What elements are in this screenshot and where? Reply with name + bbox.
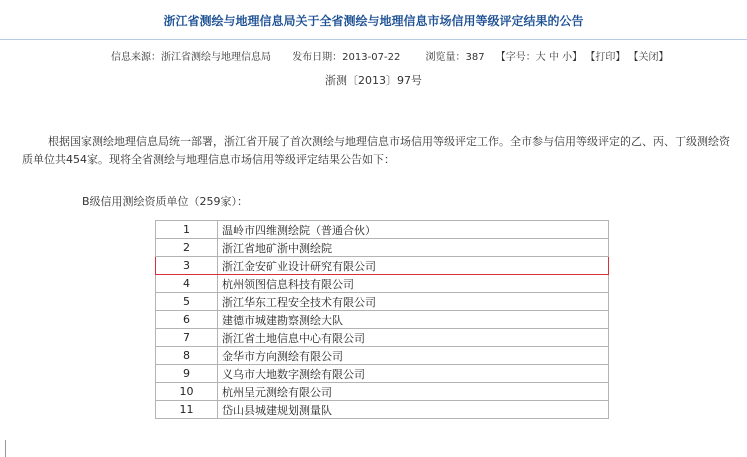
row-number: 2 <box>156 239 218 257</box>
unit-name: 建德市城建勘察测绘大队 <box>218 311 609 329</box>
meta-source: 信息来源：浙江省测绘与地理信息局 <box>111 52 271 63</box>
unit-name: 义乌市大地数字测绘有限公司 <box>218 365 609 383</box>
table-row <box>156 365 609 383</box>
row-number: 6 <box>156 311 218 329</box>
row-number: 8 <box>156 347 218 365</box>
row-number: 7 <box>156 329 218 347</box>
table-row <box>156 221 609 239</box>
unit-name: 浙江省土地信息中心有限公司 <box>218 329 609 347</box>
unit-name: 岱山县城建规划测量队 <box>218 401 609 419</box>
left-edge-line <box>5 440 6 457</box>
row-number: 1 <box>156 221 218 239</box>
font-size-control[interactable]: 【字号：大 中 小】 <box>495 52 583 63</box>
meta-bar <box>111 48 731 63</box>
row-number: 9 <box>156 365 218 383</box>
row-number: 10 <box>156 383 218 401</box>
table-row <box>156 401 609 419</box>
table-row <box>156 347 609 365</box>
close-link[interactable]: 【关闭】 <box>628 52 669 63</box>
row-number: 11 <box>156 401 218 419</box>
title-divider <box>0 39 747 40</box>
list-heading: B级信用测绘资质单位（259家）： <box>82 195 249 208</box>
table-row <box>156 239 609 257</box>
unit-name: 杭州领图信息科技有限公司 <box>218 275 609 293</box>
table-row <box>156 275 609 293</box>
body-paragraph: 根据国家测绘地理信息局统一部署，浙江省开展了首次测绘与地理信息市场信用等级评定工作。全市参与信用等级评定的乙、丙、丁级测绘资质单位共454家。现将全省测绘与地理信息市场信用等级评定结果公告如下： <box>22 135 730 166</box>
unit-name: 杭州呈元测绘有限公司 <box>218 383 609 401</box>
meta-date: 发布日期：2013-07-22 <box>292 52 401 63</box>
unit-name: 浙江省地矿浙中测绘院 <box>218 239 609 257</box>
row-number: 5 <box>156 293 218 311</box>
meta-views: 浏览量：387 <box>425 52 485 63</box>
units-table <box>155 220 609 419</box>
table-row-highlighted <box>156 257 609 275</box>
row-number: 4 <box>156 275 218 293</box>
unit-name: 温岭市四维测绘院（普通合伙） <box>218 221 609 239</box>
unit-name: 浙江金安矿业设计研究有限公司 <box>218 257 609 275</box>
table-row <box>156 293 609 311</box>
table-row <box>156 311 609 329</box>
unit-name: 金华市方向测绘有限公司 <box>218 347 609 365</box>
page-title: 浙江省测绘与地理信息局关于全省测绘与地理信息市场信用等级评定结果的公告 <box>163 14 584 28</box>
print-link[interactable]: 【打印】 <box>585 52 626 63</box>
row-number: 3 <box>156 257 218 275</box>
table-row <box>156 329 609 347</box>
unit-name: 浙江华东工程安全技术有限公司 <box>218 293 609 311</box>
doc-number: 浙测〔2013〕97号 <box>325 74 422 87</box>
table-row <box>156 383 609 401</box>
